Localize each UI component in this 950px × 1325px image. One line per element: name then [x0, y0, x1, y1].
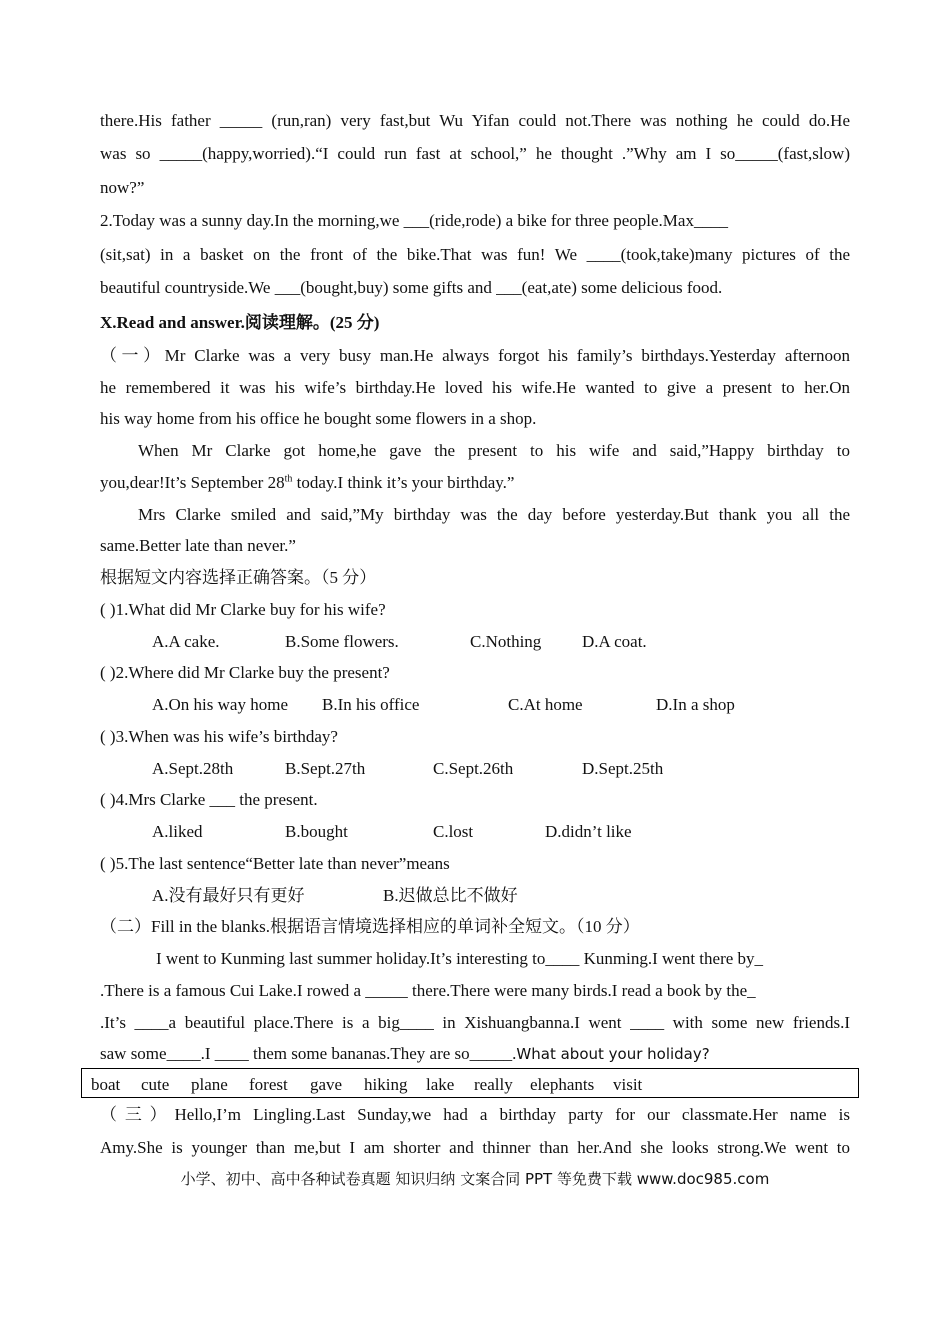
passage-line	[100, 1043, 850, 1065]
option-a: A.A cake.	[152, 632, 220, 651]
word-bank-item: boat	[91, 1075, 121, 1094]
passage-line: Amy.She is younger than me,but I am shorter and thinner than her.And she looks strong.We went to	[100, 1138, 850, 1157]
option-a: A.Sept.28th	[152, 759, 234, 778]
option-d: D.didn’t like	[545, 822, 632, 841]
instruction: 根据短文内容选择正确答案。（5 分）	[100, 568, 377, 587]
text-line: 2.Today was a sunny day.In the morning,we ___(ride,rode) a bike for three people.Max____	[100, 211, 728, 230]
option-c: C.Sept.26th	[433, 759, 514, 778]
passage-line: （一）Mr Clarke was a very busy man.He always forgot his family’s birthdays.Yesterday afternoon	[100, 346, 850, 365]
word-bank	[81, 1068, 859, 1098]
word-bank-item: plane	[191, 1075, 228, 1094]
option-d: D.Sept.25th	[582, 759, 664, 778]
passage-line: Mrs Clarke smiled and said,”My birthday was the day before yesterday.But thank you all the	[138, 505, 850, 524]
option-d: D.A coat.	[582, 632, 647, 651]
passage-line: same.Better late than never.”	[100, 536, 296, 555]
option-c: C.lost	[433, 822, 474, 841]
question: ( )4.Mrs Clarke ___ the present.	[100, 790, 318, 809]
option-a: A.liked	[152, 822, 203, 841]
word-bank-item: hiking	[364, 1075, 408, 1094]
passage-text: today.I think it’s your birthday.”	[292, 473, 515, 492]
passage-text: saw some____.I ____ them some bananas.They are so_____.	[100, 1044, 517, 1063]
passage-line: .It’s ____a beautiful place.There is a big____ in Xishuangbanna.I went ____ with some new friends.I	[100, 1013, 850, 1032]
option-b: B.Sept.27th	[285, 759, 366, 778]
word-bank-item: lake	[426, 1075, 455, 1094]
section-heading: （二）Fill in the blanks.根据语言情境选择相应的单词补全短文。（10 分）	[100, 917, 640, 936]
option-c: C.At home	[508, 695, 583, 714]
option-c: C.Nothing	[470, 632, 542, 651]
text-line: was so _____(happy,worried).“I could run fast at school,” he thought .”Why am I so_____(fast,slow)	[100, 144, 850, 163]
passage-line: his way home from his office he bought some flowers in a shop.	[100, 409, 537, 428]
text-line: now?”	[100, 178, 145, 197]
option-b: B.迟做总比不做好	[383, 886, 518, 905]
option-d: D.In a shop	[656, 695, 735, 714]
text-line: beautiful countryside.We ___(bought,buy) some gifts and ___(eat,ate) some delicious food.	[100, 278, 723, 297]
word-bank-item: cute	[141, 1075, 170, 1094]
passage-line: he remembered it was his wife’s birthday.He loved his wife.He wanted to give a present to her.On	[100, 378, 850, 397]
question: ( )2.Where did Mr Clarke buy the present?	[100, 663, 390, 682]
option-a: A.On his way home	[152, 695, 288, 714]
superscript-th: th	[284, 473, 293, 485]
option-b: B.bought	[285, 822, 348, 841]
question: ( )1.What did Mr Clarke buy for his wife?	[100, 600, 386, 619]
word-bank-item: really	[474, 1075, 513, 1094]
option-a: A.没有最好只有更好	[152, 886, 305, 905]
word-bank-item: visit	[613, 1075, 643, 1094]
passage-text: What about your holiday?	[516, 1045, 710, 1063]
passage-line: （三）Hello,I’m Lingling.Last Sunday,we had a birthday party for our classmate.Her name is	[100, 1105, 850, 1124]
footer-watermark: 小学、初中、高中各种试卷真题 知识归纳 文案合同 PPT 等免费下载 www.doc985.com	[180, 1170, 770, 1188]
passage-line	[100, 472, 850, 494]
passage-line: I went to Kunming last summer holiday.It’s interesting to____ Kunming.I went there by_	[156, 949, 764, 968]
word-bank-item: forest	[249, 1075, 288, 1094]
option-b: B.In his office	[322, 695, 420, 714]
passage-text: you,dear!It’s September 28	[100, 473, 285, 492]
passage-line: .There is a famous Cui Lake.I rowed a _____ there.There were many birds.I read a book by the_	[100, 981, 756, 1000]
word-bank-item: elephants	[530, 1075, 595, 1094]
question: ( )5.The last sentence“Better late than never”means	[100, 854, 450, 873]
option-b: B.Some flowers.	[285, 632, 399, 651]
section-heading: X.Read and answer.阅读理解。(25 分)	[100, 313, 380, 332]
text-line: there.His father _____ (run,ran) very fast,but Wu Yifan could not.There was nothing he could do.He	[100, 111, 850, 130]
question: ( )3.When was his wife’s birthday?	[100, 727, 338, 746]
passage-line: When Mr Clarke got home,he gave the present to his wife and said,”Happy birthday to	[138, 441, 850, 460]
word-bank-item: gave	[310, 1075, 343, 1094]
text-line: (sit,sat) in a basket on the front of the bike.That was fun! We ____(took,take)many pictures of the	[100, 245, 850, 264]
